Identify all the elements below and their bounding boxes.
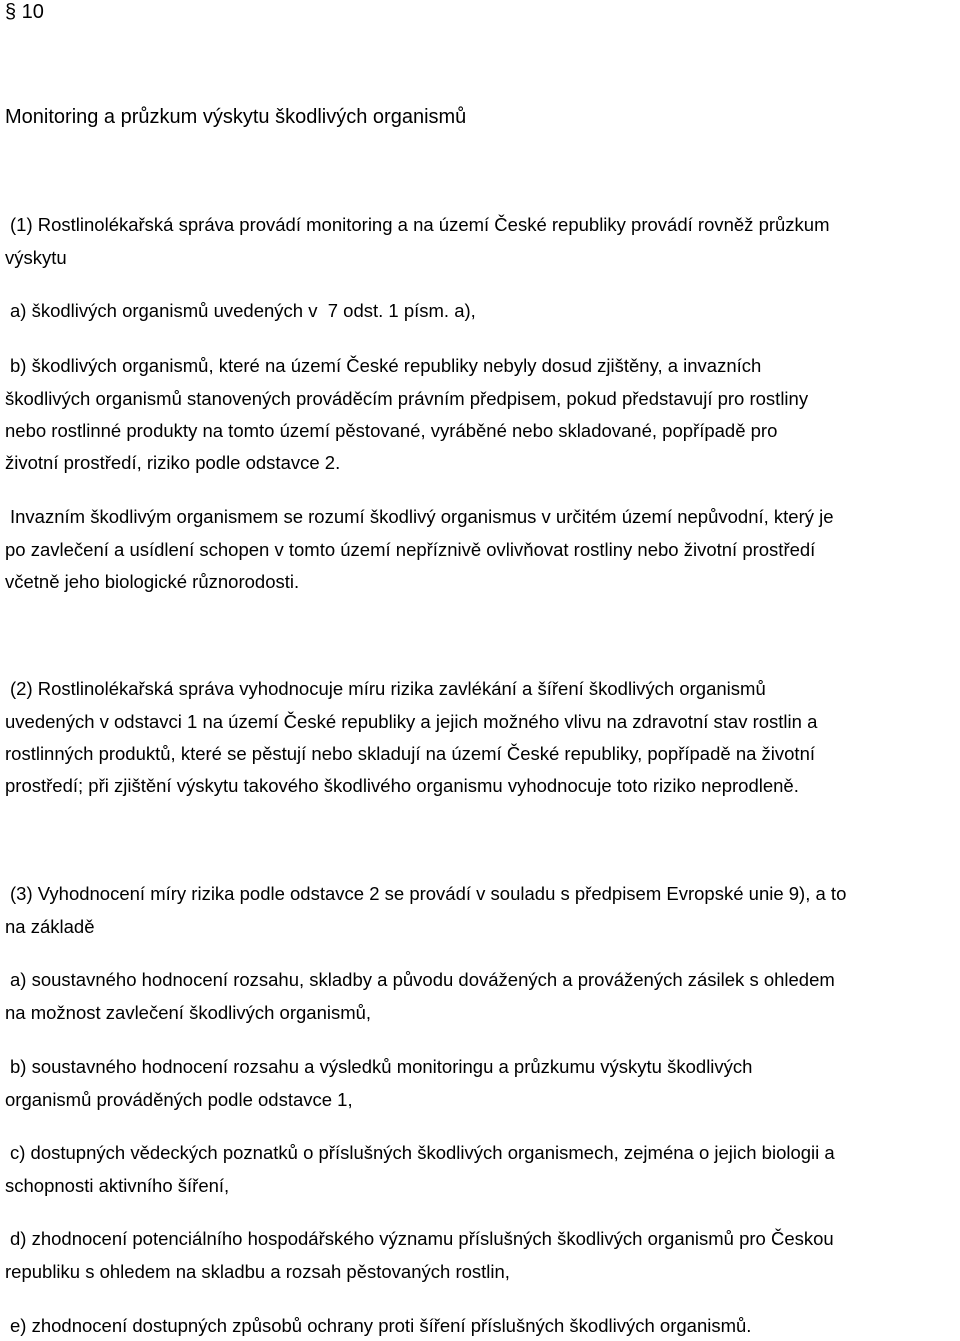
paragraph-line: nebo rostlinné produkty na tomto území pěstované, vyráběné nebo skladované, popřípadě pro [5,420,778,441]
paragraph-line: republiku s ohledem na skladbu a rozsah pěstovaných rostlin, [5,1261,510,1282]
paragraph-line: na základě [5,916,95,937]
paragraph-line: e) zhodnocení dostupných způsobů ochrany proti šíření příslušných škodlivých organismů. [10,1315,752,1336]
paragraph-line: škodlivých organismů stanovených prováděcím právním předpisem, pokud představují pro rostliny [5,388,809,409]
paragraph-line: b) škodlivých organismů, které na území České republiky nebyly dosud zjištěny, a invazních [10,355,762,376]
section-heading: Monitoring a průzkum výskytu škodlivých organismů [5,106,467,128]
paragraph-line: organismů prováděných podle odstavce 1, [5,1089,353,1110]
paragraph-line: a) škodlivých organismů uvedených v 7 odst. 1 písm. a), [10,300,476,321]
paragraph-line: (2) Rostlinolékařská správa vyhodnocuje míru rizika zavlékání a šíření škodlivých organismů [10,678,766,699]
paragraph-line: prostředí; při zjištění výskytu takového škodlivého organismu vyhodnocuje toto riziko neprodleně. [5,775,799,796]
paragraph-line: (3) Vyhodnocení míry rizika podle odstavce 2 se provádí v souladu s předpisem Evropské unie 9), a to [10,883,847,904]
paragraph-line: životní prostředí, riziko podle odstavce 2. [5,452,341,473]
paragraph-line: d) zhodnocení potenciálního hospodářského významu příslušných škodlivých organismů pro Českou [10,1228,834,1249]
paragraph-line: (1) Rostlinolékařská správa provádí monitoring a na území České republiky provádí rovněž průzkum [10,214,830,235]
paragraph-line: c) dostupných vědeckých poznatků o příslušných škodlivých organismech, zejména o jejich biologii a [10,1142,835,1163]
paragraph-line: na možnost zavlečení škodlivých organismů, [5,1002,372,1023]
paragraph-line: uvedených v odstavci 1 na území České republiky a jejich možného vlivu na zdravotní stav rostlin a [5,711,818,732]
paragraph-line: schopnosti aktivního šíření, [5,1175,230,1196]
paragraph-line: včetně jeho biologické různorodosti. [5,571,300,592]
paragraph-line: b) soustavného hodnocení rozsahu a výsledků monitoringu a průzkumu výskytu škodlivých [10,1056,753,1077]
paragraph-line: rostlinných produktů, které se pěstují nebo skladují na území České republiky, popřípadě na životní [5,743,815,764]
paragraph-line: a) soustavného hodnocení rozsahu, skladby a původu dovážených a provážených zásilek s ohledem [10,969,835,990]
paragraph-line: výskytu [5,247,67,268]
paragraph-line: Invazním škodlivým organismem se rozumí škodlivý organismus v určitém území nepůvodní, který je [10,506,834,527]
section-number: § 10 [5,1,44,23]
paragraph-line: po zavlečení a usídlení schopen v tomto území nepříznivě ovlivňovat rostliny nebo životní prostředí [5,539,816,560]
